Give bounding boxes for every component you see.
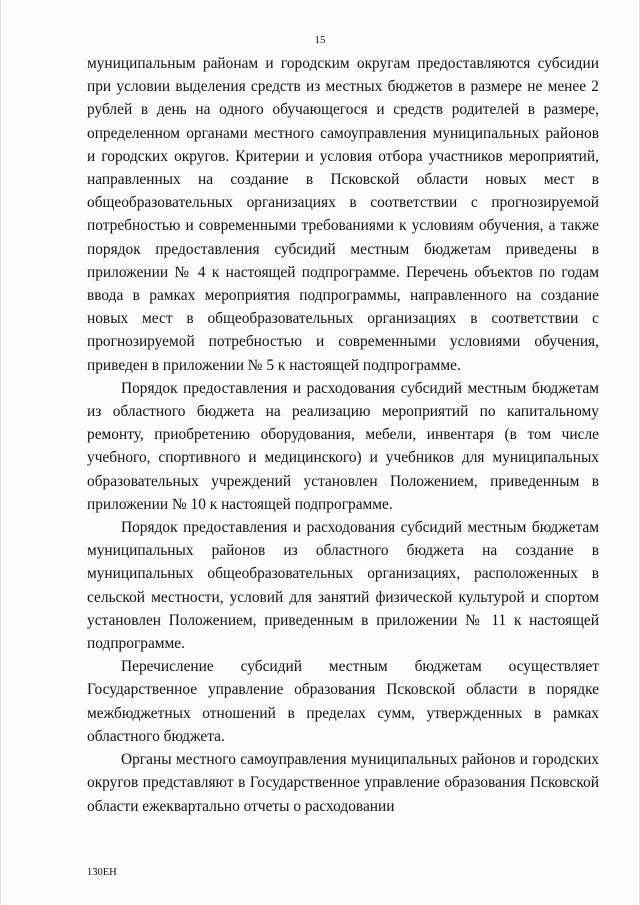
document-body (87, 52, 599, 818)
paragraph-5: Органы местного самоуправления муниципальных районов и городских округов представляют в Государственное управление образования Псковской области ежеквартально отчеты о расходовании (87, 751, 599, 815)
paragraph-1: муниципальным районам и городским округам предоставляются субсидии при условии выделения средств из местных бюджетов в размере не менее 2 рублей в день на одного обучающегося и средств родителей в размере, определенном органами местного самоуправления муниципальных районов и городских округов. Критерии и условия отбора участников мероприятий, направленных на создание в Псковской области новых мест в общеобразовательных организациях в соответствии с прогнозируемой потребностью и современными требованиями к условиям обучения, а также порядок предоставления субсидий местным бюджетам приведены в приложении № 4 к настоящей подпрограмме. Перечень объектов по годам ввода в рамках мероприятия подпрограммы, направленного на создание новых мест в общеобразовательных организациях в соответствии с прогнозируемой потребностью и современными условиями обучения, приведен в приложении № 5 к настоящей подпрограмме. (87, 55, 599, 374)
paragraph-2: Порядок предоставления и расходования субсидий местным бюджетам из областного бюджета на реализацию мероприятий по капитальному ремонту, приобретению оборудования, мебели, инвентаря (в том числе учебного, спортивного и медицинского) и учебников для муниципальных образовательных учреждений установлен Положением, приведенным в приложении № 10 к настоящей подпрограмме. (87, 379, 599, 513)
footer-code: 130ЕН (87, 867, 117, 878)
paragraph-4: Перечисление субсидий местным бюджетам осуществляет Государственное управление образования Псковской области в порядке межбюджетных отношений в пределах сумм, утвержденных в рамках областного бюджета. (87, 658, 599, 745)
page-number: 15 (314, 34, 326, 46)
paragraph-3: Порядок предоставления и расходования субсидий местным бюджетам муниципальных районов из областного бюджета на создание в муниципальных общеобразовательных организациях, расположенных в сельской местности, условий для занятий физической культурой и спортом установлен Положением, приведенным в приложении № 11 к настоящей подпрограмме. (87, 519, 599, 653)
